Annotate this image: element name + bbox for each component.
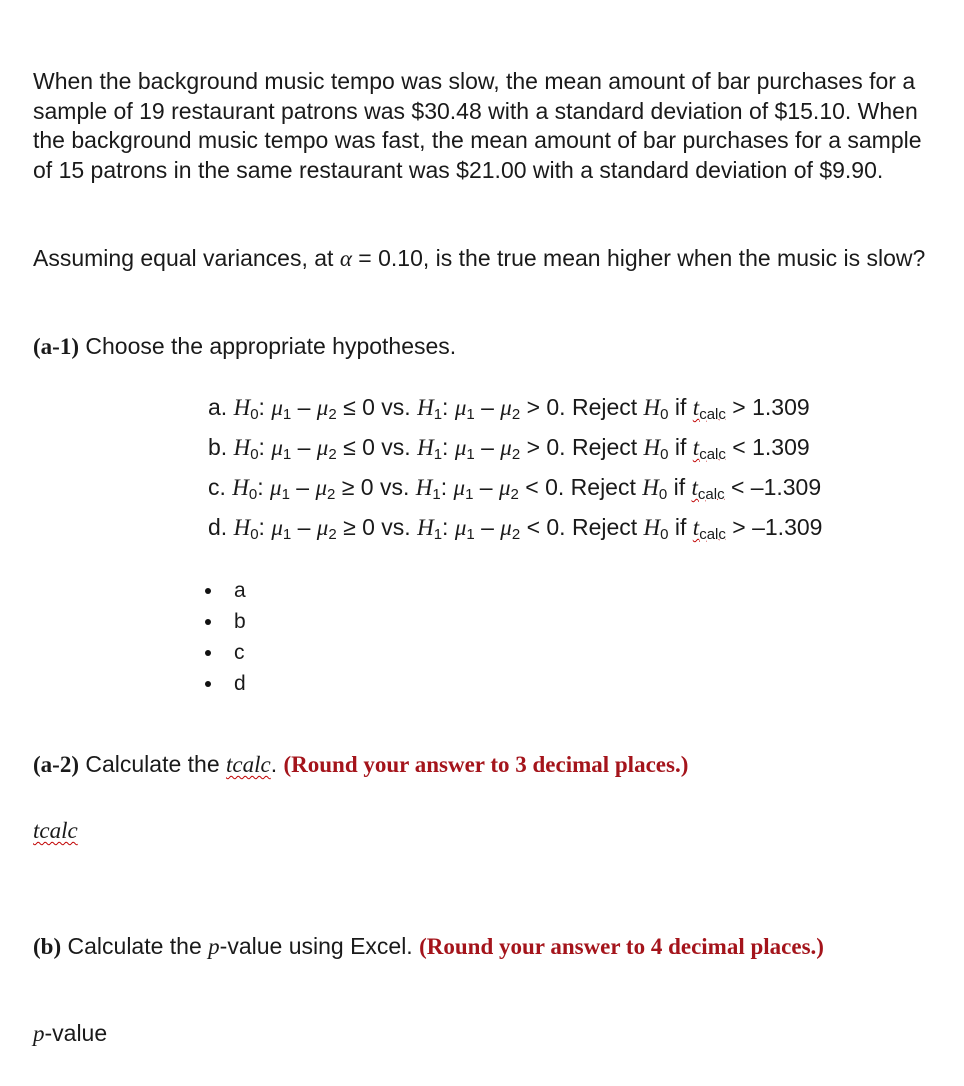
mu1-subscript: 1 <box>466 526 475 543</box>
colon: : <box>440 474 454 500</box>
minus: – <box>474 514 501 540</box>
tcalc-label-text: tcalc <box>33 818 78 843</box>
mu-symbol: μ <box>271 515 283 540</box>
mu2-subscript: 2 <box>511 406 521 423</box>
reject-relation: < <box>732 434 746 460</box>
critical-value: –1.309 <box>752 514 823 540</box>
reject-text: 0. Reject <box>540 434 644 460</box>
hypothesis-option <box>208 471 822 511</box>
p-value-field-label <box>33 1020 107 1047</box>
mu-symbol: μ <box>453 475 466 500</box>
bullet-dot-icon <box>205 619 211 625</box>
vs-text: 0 vs. <box>355 434 418 460</box>
mu-symbol: μ <box>315 475 328 500</box>
vs-text: 0 vs. <box>355 514 418 540</box>
critical-value: –1.309 <box>750 474 822 500</box>
part-b-prompt-pre: Calculate the <box>61 933 209 959</box>
colon: : <box>258 434 272 460</box>
reject-text: 0. Reject <box>540 514 644 540</box>
t-calc <box>692 434 726 463</box>
colon: : <box>442 394 455 420</box>
h1-relation: < <box>526 514 540 540</box>
mu1-subscript: 1 <box>282 406 292 423</box>
part-a2-label: (a-2) <box>33 752 79 777</box>
calc-subscript: calc <box>699 446 726 463</box>
reject-relation: < <box>730 474 745 500</box>
minus: – <box>473 474 499 500</box>
h0-subscript: 0 <box>658 486 668 503</box>
choice-label: c <box>234 641 245 664</box>
h0-subscript: 0 <box>250 446 259 463</box>
h0-subscript: 0 <box>248 486 258 503</box>
choice-option-d[interactable] <box>205 668 246 699</box>
colon: : <box>258 394 272 420</box>
t-letter: t <box>692 395 700 420</box>
hypothesis-options <box>208 391 822 551</box>
minus: – <box>474 394 501 420</box>
h0-relation: ≤ <box>343 394 356 420</box>
mu-symbol: μ <box>500 395 512 420</box>
minus: – <box>291 514 317 540</box>
mu-symbol: μ <box>498 475 511 500</box>
mu-symbol: μ <box>270 475 282 500</box>
t-calc <box>692 514 726 543</box>
calc-subscript: calc <box>697 486 725 503</box>
choice-option-b[interactable] <box>205 606 246 637</box>
colon: : <box>442 514 455 540</box>
mu2-subscript: 2 <box>328 526 337 543</box>
if-text: if <box>668 514 693 540</box>
period: . <box>270 751 278 777</box>
mu1-subscript: 1 <box>281 486 290 503</box>
h-symbol: H <box>415 475 433 500</box>
mu-symbol: μ <box>271 435 283 460</box>
critical-value: 1.309 <box>752 394 810 420</box>
vs-text: 0 vs. <box>355 394 418 420</box>
mu-symbol: μ <box>454 515 467 540</box>
if-text: if <box>667 474 692 500</box>
part-b-instruction: (Round your answer to 4 decimal places.) <box>419 934 824 959</box>
problem-intro: When the background music tempo was slow, the mean amount of bar purchases for a sample of 19 restaurant patrons was $30.48 with a standard deviation of $15.10. When the background music tempo was fast, the mean amount of bar purchases for a sample of 15 patrons in the same restaurant was $21.00 with a standard deviation of $9.90. <box>33 68 922 183</box>
question-prefix: Assuming equal variances, at <box>33 245 340 271</box>
option-letter: d. <box>208 514 228 540</box>
part-a1-label: (a-1) <box>33 334 79 359</box>
h0-subscript: 0 <box>660 446 669 463</box>
tcalc-input[interactable] <box>120 817 260 843</box>
h-symbol: H <box>642 475 659 500</box>
h-symbol: H <box>417 435 434 460</box>
mu-symbol: μ <box>271 395 283 420</box>
mu-symbol: μ <box>500 435 512 460</box>
option-letter: a. <box>208 394 228 420</box>
part-b-prompt-post: -value using Excel. <box>219 933 420 959</box>
mu-symbol: μ <box>316 515 329 540</box>
choice-label: a <box>234 579 246 602</box>
mu-symbol: μ <box>454 395 467 420</box>
if-text: if <box>668 394 693 420</box>
mu-symbol: μ <box>316 435 329 460</box>
h0-subscript: 0 <box>250 526 259 543</box>
h1-relation: > <box>526 394 540 420</box>
question <box>33 244 933 274</box>
mu-symbol: μ <box>454 435 467 460</box>
reject-relation: > <box>732 514 746 540</box>
option-letter: c. <box>208 474 226 500</box>
part-a1-prompt: Choose the appropriate hypotheses. <box>78 333 457 359</box>
hypothesis-option <box>208 431 822 471</box>
p-italic: p <box>208 934 220 959</box>
choice-option-c[interactable] <box>205 637 246 668</box>
h1-subscript: 1 <box>433 406 443 423</box>
t-calc <box>691 474 725 503</box>
minus: – <box>291 394 317 420</box>
part-a1-heading <box>33 332 933 362</box>
if-text: if <box>668 434 693 460</box>
problem-statement <box>33 67 933 185</box>
colon: : <box>257 474 271 500</box>
p-value-rest: -value <box>44 1020 108 1046</box>
p-value-p: p <box>33 1021 45 1046</box>
mu-symbol: μ <box>316 395 329 420</box>
hypothesis-option <box>208 391 822 431</box>
h-symbol: H <box>233 395 251 420</box>
minus: – <box>289 474 316 500</box>
mu1-subscript: 1 <box>465 486 474 503</box>
mu1-subscript: 1 <box>466 406 475 423</box>
mu2-subscript: 2 <box>511 446 521 463</box>
minus: – <box>474 434 501 460</box>
t-letter: t <box>692 435 700 460</box>
h1-subscript: 1 <box>433 526 443 543</box>
calc-subscript: calc <box>699 526 726 543</box>
h-symbol: H <box>643 515 661 540</box>
h-symbol: H <box>232 475 249 500</box>
h1-subscript: 1 <box>433 446 443 463</box>
t-letter: t <box>691 475 698 500</box>
bullet-dot-icon <box>205 588 211 594</box>
h1-subscript: 1 <box>432 486 441 503</box>
mu2-subscript: 2 <box>510 486 519 503</box>
tcalc-term: tcalc <box>226 752 271 777</box>
mu-symbol: μ <box>500 515 512 540</box>
calc-subscript: calc <box>699 406 726 423</box>
question-suffix: = 0.10, is the true mean higher when the music is slow? <box>351 245 926 271</box>
critical-value: 1.309 <box>752 434 810 460</box>
p-value-input[interactable] <box>130 1020 270 1046</box>
choice-option-a[interactable] <box>205 575 246 606</box>
h0-subscript: 0 <box>250 406 259 423</box>
h1-relation: < <box>525 474 539 500</box>
h-symbol: H <box>643 435 661 460</box>
reject-text: 0. Reject <box>540 394 644 420</box>
mu1-subscript: 1 <box>282 526 292 543</box>
choice-label: d <box>234 672 246 695</box>
h-symbol: H <box>643 395 661 420</box>
h0-subscript: 0 <box>660 406 669 423</box>
mu2-subscript: 2 <box>328 446 337 463</box>
h0-relation: ≤ <box>343 434 356 460</box>
choice-list <box>205 575 246 699</box>
h-symbol: H <box>233 435 251 460</box>
h-symbol: H <box>417 395 434 420</box>
t-letter: t <box>692 515 700 540</box>
alpha-symbol: α <box>339 246 352 271</box>
h0-subscript: 0 <box>660 526 669 543</box>
colon: : <box>442 434 455 460</box>
vs-text: 0 vs. <box>354 474 416 500</box>
h0-relation: ≥ <box>341 474 355 500</box>
mu2-subscript: 2 <box>327 486 336 503</box>
mu1-subscript: 1 <box>282 446 292 463</box>
colon: : <box>258 514 272 540</box>
part-b-heading <box>33 932 913 962</box>
part-b-label: (b) <box>33 934 62 959</box>
reject-text: 0. Reject <box>538 474 643 500</box>
h-symbol: H <box>417 515 434 540</box>
mu2-subscript: 2 <box>328 406 337 423</box>
minus: – <box>291 434 317 460</box>
reject-relation: > <box>732 394 746 420</box>
t-calc <box>692 394 726 423</box>
h-symbol: H <box>233 515 251 540</box>
tcalc-field-label <box>33 817 78 844</box>
part-a2-prompt: Calculate the <box>78 751 227 777</box>
bullet-dot-icon <box>205 650 211 656</box>
mu1-subscript: 1 <box>466 446 475 463</box>
h1-relation: > <box>526 434 540 460</box>
mu2-subscript: 2 <box>511 526 521 543</box>
bullet-dot-icon <box>205 681 211 687</box>
choice-label: b <box>234 610 246 633</box>
part-a2-instruction: (Round your answer to 3 decimal places.) <box>283 752 689 777</box>
hypothesis-option <box>208 511 822 551</box>
option-letter: b. <box>208 434 228 460</box>
h0-relation: ≥ <box>343 514 356 540</box>
part-a2-heading <box>33 750 933 780</box>
